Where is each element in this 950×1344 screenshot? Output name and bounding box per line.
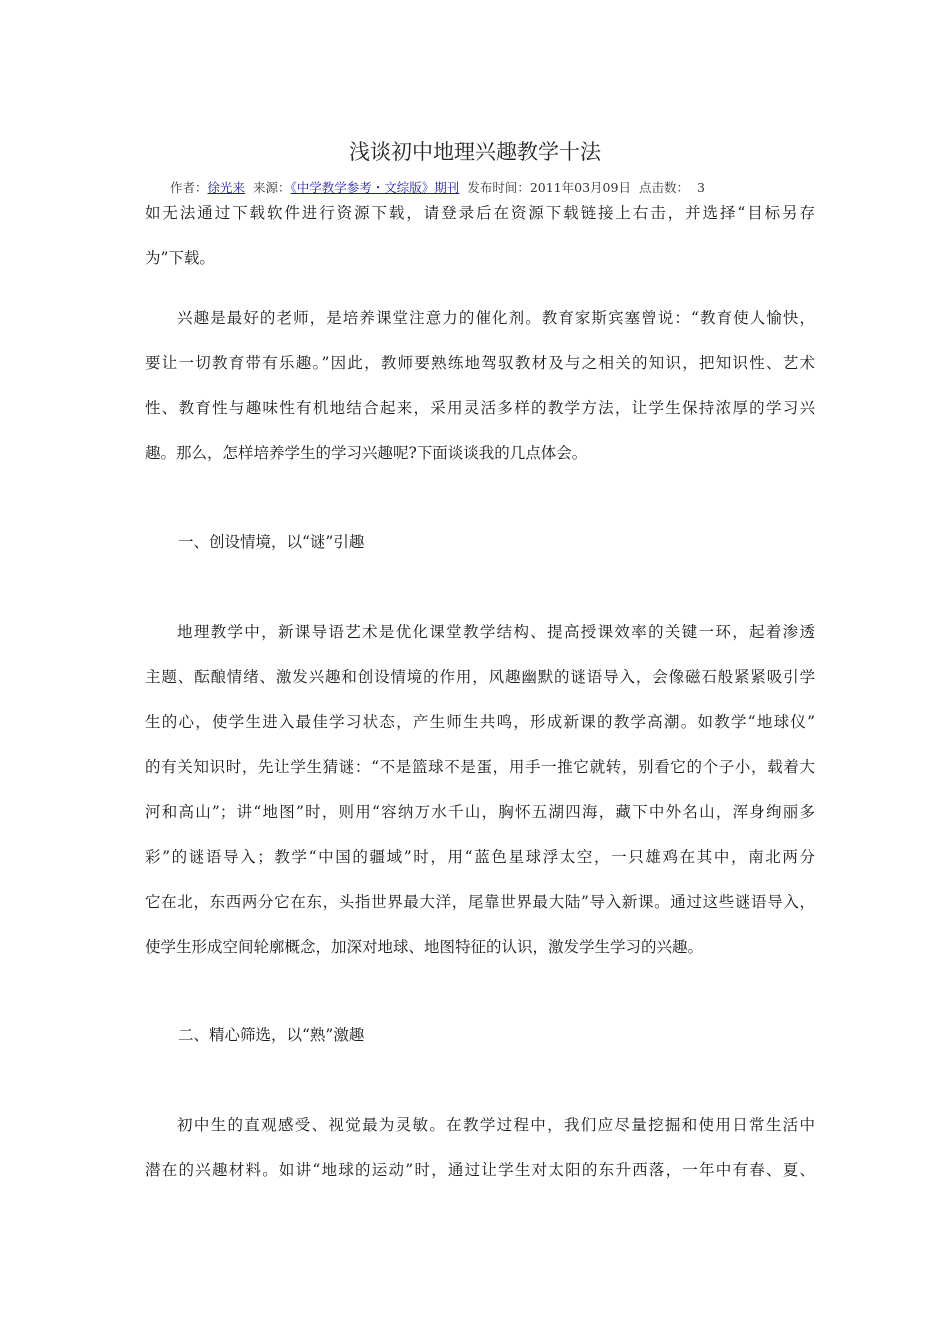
article-title: 浅谈初中地理兴趣教学十法: [349, 140, 601, 164]
publish-date: 2011年03月09日: [529, 180, 631, 195]
paragraph-line: 使学生形成空间轮廓概念，加深对地球、地图特征的认识，激发学生学习的兴趣。: [145, 938, 704, 956]
click-count: 3: [696, 180, 705, 195]
clicks-label: 点击数：: [638, 180, 689, 195]
paragraph-line: 兴趣是最好的老师，是培养课堂注意力的催化剂。教育家斯宾塞曾说：“教育使人愉快，: [177, 309, 815, 327]
paragraph-line: 初中生的直观感受、视觉最为灵敏。在教学过程中，我们应尽量挖掘和使用日常生活中: [177, 1116, 815, 1134]
paragraph-line: 主题、酝酿情绪、激发兴趣和创设情境的作用，风趣幽默的谜语导入，会像磁石般紧紧吸引学: [145, 668, 815, 686]
paragraph-line: 它在北，东西两分它在东，头指世界最大洋，尾靠世界最大陆”导入新课。通过这些谜语导入，: [145, 893, 815, 911]
notice-line: 如无法通过下载软件进行资源下载，请登录后在资源下载链接上右击，并选择“目标另存: [145, 204, 815, 222]
section-heading-1: 一、创设情境，以“谜”引趣: [178, 533, 365, 551]
paragraph-line: 趣。那么，怎样培养学生的学习兴趣呢?下面谈谈我的几点体会。: [145, 444, 588, 462]
paragraph-line: 要让一切教育带有乐趣。”因此，教师要熟练地驾驭教材及与之相关的知识，把知识性、艺术: [145, 354, 815, 372]
source-label: 来源：: [253, 180, 291, 195]
paragraph-line: 潜在的兴趣材料。如讲“地球的运动”时，通过让学生对太阳的东升西落，一年中有春、夏、: [145, 1161, 815, 1179]
paragraph-line: 河和高山”；讲“地图”时，则用“容纳万水千山，胸怀五湖四海，藏下中外名山，浑身绚丽多: [145, 803, 815, 821]
author-label: 作者：: [170, 180, 208, 195]
source-link[interactable]: 《中学教学参考・文综版》期刊: [290, 180, 460, 195]
paragraph-line: 彩”的谜语导入；教学“中国的疆域”时，用“蓝色星球浮太空，一只雄鸡在其中，南北两分: [145, 848, 815, 866]
paragraph-line: 的有关知识时，先让学生猜谜：“不是篮球不是蛋，用手一推它就转，别看它的个子小，载着大: [145, 758, 815, 776]
article-meta: [170, 178, 705, 196]
section-heading-2: 二、精心筛选，以“熟”激趣: [178, 1026, 365, 1044]
notice-line: 为”下载。: [145, 249, 215, 267]
paragraph-line: 地理教学中，新课导语艺术是优化课堂教学结构、提高授课效率的关键一环，起着渗透: [177, 623, 815, 641]
date-label: 发布时间：: [467, 180, 530, 195]
paragraph-line: 生的心，使学生进入最佳学习状态，产生师生共鸣，形成新课的教学高潮。如教学“地球仪”: [145, 713, 815, 731]
paragraph-line: 性、教育性与趣味性有机地结合起来，采用灵活多样的教学方法，让学生保持浓厚的学习兴: [145, 399, 815, 417]
author-link[interactable]: 徐光来: [207, 180, 246, 195]
